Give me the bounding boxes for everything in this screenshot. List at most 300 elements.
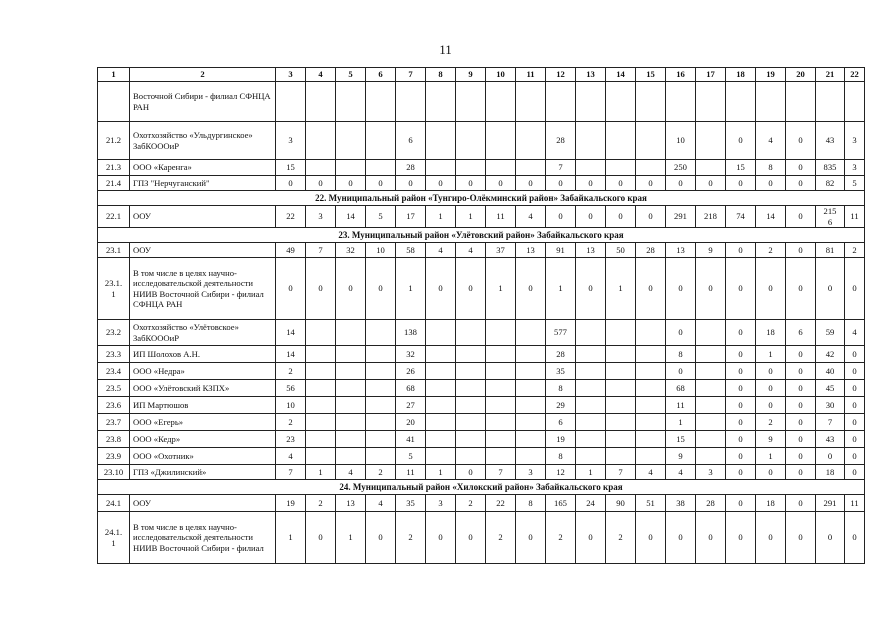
value-cell: 1 <box>486 258 516 320</box>
value-cell: 13 <box>576 243 606 258</box>
value-cell <box>306 320 336 346</box>
value-cell <box>456 448 486 465</box>
value-cell: 41 <box>396 431 426 448</box>
value-cell <box>696 448 726 465</box>
value-cell: 9 <box>696 243 726 258</box>
value-cell: 3 <box>845 160 865 176</box>
value-cell: 15 <box>726 160 756 176</box>
value-cell <box>366 431 396 448</box>
value-cell: 0 <box>786 397 816 414</box>
value-cell <box>696 380 726 397</box>
value-cell: 7 <box>606 465 636 480</box>
value-cell: 4 <box>456 243 486 258</box>
value-cell <box>486 320 516 346</box>
table-row <box>98 346 865 363</box>
value-cell <box>756 82 786 122</box>
value-cell: 2 <box>366 465 396 480</box>
value-cell <box>306 122 336 160</box>
value-cell: 250 <box>666 160 696 176</box>
value-cell <box>276 82 306 122</box>
table-row <box>98 397 865 414</box>
value-cell <box>486 82 516 122</box>
value-cell: 0 <box>726 320 756 346</box>
value-cell: 68 <box>666 380 696 397</box>
value-cell: 11 <box>845 206 865 228</box>
row-name-cell: ООО «Кедр» <box>130 431 276 448</box>
value-cell: 4 <box>276 448 306 465</box>
value-cell: 0 <box>845 465 865 480</box>
value-cell <box>636 380 666 397</box>
value-cell: 11 <box>396 465 426 480</box>
value-cell: 0 <box>366 258 396 320</box>
value-cell: 4 <box>366 495 396 512</box>
value-cell <box>576 448 606 465</box>
value-cell <box>486 363 516 380</box>
value-cell <box>426 380 456 397</box>
value-cell: 37 <box>486 243 516 258</box>
value-cell <box>606 380 636 397</box>
row-name-cell: ИП Мартюшов <box>130 397 276 414</box>
value-cell: 0 <box>786 465 816 480</box>
value-cell: 0 <box>845 397 865 414</box>
value-cell: 7 <box>306 243 336 258</box>
value-cell <box>516 122 546 160</box>
value-cell <box>666 82 696 122</box>
value-cell: 2 <box>276 414 306 431</box>
value-cell: 291 <box>816 495 845 512</box>
value-cell <box>576 320 606 346</box>
value-cell: 1 <box>666 414 696 431</box>
table-row <box>98 176 865 191</box>
value-cell: 27 <box>396 397 426 414</box>
column-header: 8 <box>426 68 456 82</box>
value-cell: 18 <box>756 495 786 512</box>
value-cell: 43 <box>816 431 845 448</box>
row-number-cell: 21.2 <box>98 122 130 160</box>
column-header: 5 <box>336 68 366 82</box>
value-cell <box>336 380 366 397</box>
value-cell: 0 <box>666 512 696 564</box>
value-cell <box>306 448 336 465</box>
value-cell: 0 <box>636 206 666 228</box>
value-cell <box>696 122 726 160</box>
value-cell <box>636 160 666 176</box>
value-cell <box>486 380 516 397</box>
value-cell: 0 <box>396 176 426 191</box>
value-cell: 0 <box>756 512 786 564</box>
value-cell: 42 <box>816 346 845 363</box>
value-cell: 0 <box>696 512 726 564</box>
value-cell: 1 <box>756 346 786 363</box>
table-row <box>98 512 865 564</box>
column-header: 7 <box>396 68 426 82</box>
row-name-cell: Охотхозяйство «Ульдургинское» ЗабКОООиР <box>130 122 276 160</box>
value-cell: 32 <box>396 346 426 363</box>
value-cell: 4 <box>636 465 666 480</box>
value-cell: 0 <box>726 431 756 448</box>
value-cell <box>366 82 396 122</box>
value-cell: 0 <box>546 176 576 191</box>
value-cell: 11 <box>845 495 865 512</box>
value-cell <box>636 82 666 122</box>
value-cell: 0 <box>726 122 756 160</box>
value-cell: 11 <box>666 397 696 414</box>
value-cell: 2 <box>456 495 486 512</box>
value-cell: 13 <box>336 495 366 512</box>
column-header: 10 <box>486 68 516 82</box>
value-cell <box>845 82 865 122</box>
value-cell: 35 <box>396 495 426 512</box>
value-cell: 56 <box>276 380 306 397</box>
value-cell <box>366 397 396 414</box>
column-header: 11 <box>516 68 546 82</box>
value-cell <box>396 82 426 122</box>
value-cell: 577 <box>546 320 576 346</box>
value-cell <box>366 122 396 160</box>
value-cell: 0 <box>696 258 726 320</box>
value-cell <box>336 431 366 448</box>
value-cell <box>456 380 486 397</box>
column-header: 12 <box>546 68 576 82</box>
value-cell <box>606 346 636 363</box>
value-cell: 0 <box>786 431 816 448</box>
value-cell <box>336 160 366 176</box>
value-cell <box>576 363 606 380</box>
page-number: 11 <box>439 42 452 57</box>
value-cell <box>306 160 336 176</box>
value-cell: 14 <box>336 206 366 228</box>
value-cell: 3 <box>426 495 456 512</box>
value-cell: 1 <box>576 465 606 480</box>
column-header: 6 <box>366 68 396 82</box>
value-cell: 0 <box>666 258 696 320</box>
value-cell: 0 <box>786 160 816 176</box>
value-cell: 6 <box>786 320 816 346</box>
value-cell <box>366 380 396 397</box>
value-cell <box>456 160 486 176</box>
row-number-cell: 23.4 <box>98 363 130 380</box>
value-cell: 2 <box>276 363 306 380</box>
value-cell: 0 <box>756 380 786 397</box>
value-cell: 0 <box>845 512 865 564</box>
value-cell: 24 <box>576 495 606 512</box>
value-cell <box>516 82 546 122</box>
value-cell: 291 <box>666 206 696 228</box>
column-header: 20 <box>786 68 816 82</box>
value-cell <box>606 448 636 465</box>
value-cell: 0 <box>516 258 546 320</box>
table-row <box>98 82 865 122</box>
value-cell: 2 <box>546 512 576 564</box>
row-name-cell: В том числе в целях научно-исследовательской деятельности НИИВ Восточной Сибири - филиал <box>130 512 276 564</box>
value-cell: 22 <box>276 206 306 228</box>
value-cell: 5 <box>396 448 426 465</box>
value-cell: 17 <box>396 206 426 228</box>
table-row <box>98 380 865 397</box>
value-cell <box>516 160 546 176</box>
value-cell <box>606 363 636 380</box>
value-cell: 0 <box>576 176 606 191</box>
data-table <box>97 67 865 564</box>
value-cell: 0 <box>845 346 865 363</box>
value-cell: 0 <box>366 176 396 191</box>
value-cell: 0 <box>816 512 845 564</box>
value-cell: 0 <box>816 448 845 465</box>
value-cell <box>336 346 366 363</box>
value-cell <box>336 414 366 431</box>
value-cell: 29 <box>546 397 576 414</box>
row-number-cell: 23.9 <box>98 448 130 465</box>
value-cell: 7 <box>816 414 845 431</box>
value-cell: 0 <box>606 176 636 191</box>
value-cell <box>636 431 666 448</box>
value-cell <box>366 346 396 363</box>
value-cell <box>456 346 486 363</box>
value-cell <box>696 363 726 380</box>
value-cell: 51 <box>636 495 666 512</box>
value-cell: 26 <box>396 363 426 380</box>
value-cell: 10 <box>666 122 696 160</box>
value-cell <box>456 320 486 346</box>
value-cell: 0 <box>276 258 306 320</box>
value-cell: 0 <box>786 346 816 363</box>
value-cell: 28 <box>636 243 666 258</box>
value-cell <box>366 160 396 176</box>
value-cell: 4 <box>845 320 865 346</box>
value-cell: 90 <box>606 495 636 512</box>
value-cell <box>426 431 456 448</box>
column-header: 16 <box>666 68 696 82</box>
value-cell <box>456 122 486 160</box>
value-cell <box>336 397 366 414</box>
value-cell <box>576 414 606 431</box>
value-cell <box>696 160 726 176</box>
value-cell <box>306 431 336 448</box>
table-row <box>98 258 865 320</box>
value-cell <box>426 160 456 176</box>
value-cell: 81 <box>816 243 845 258</box>
value-cell: 1 <box>606 258 636 320</box>
value-cell: 0 <box>366 512 396 564</box>
column-header: 13 <box>576 68 606 82</box>
value-cell: 0 <box>786 448 816 465</box>
value-cell: 8 <box>666 346 696 363</box>
row-number-cell: 21.3 <box>98 160 130 176</box>
row-number-cell: 24.1 <box>98 495 130 512</box>
value-cell: 15 <box>666 431 696 448</box>
value-cell: 4 <box>336 465 366 480</box>
value-cell <box>366 320 396 346</box>
value-cell <box>726 82 756 122</box>
row-number-cell: 23.2 <box>98 320 130 346</box>
column-header: 22 <box>845 68 865 82</box>
value-cell <box>636 122 666 160</box>
value-cell: 14 <box>276 320 306 346</box>
value-cell: 0 <box>606 206 636 228</box>
value-cell: 0 <box>726 346 756 363</box>
column-header: 1 <box>98 68 130 82</box>
value-cell: 835 <box>816 160 845 176</box>
row-number-cell: 23.7 <box>98 414 130 431</box>
value-cell: 0 <box>726 465 756 480</box>
value-cell <box>546 82 576 122</box>
value-cell: 0 <box>726 512 756 564</box>
value-cell: 0 <box>845 448 865 465</box>
table-row <box>98 243 865 258</box>
value-cell: 0 <box>756 363 786 380</box>
value-cell: 58 <box>396 243 426 258</box>
value-cell <box>456 414 486 431</box>
value-cell <box>306 414 336 431</box>
header-row <box>98 68 865 82</box>
value-cell: 6 <box>546 414 576 431</box>
value-cell: 0 <box>636 176 666 191</box>
value-cell <box>426 363 456 380</box>
value-cell <box>516 448 546 465</box>
value-cell <box>486 397 516 414</box>
value-cell: 0 <box>786 258 816 320</box>
value-cell: 18 <box>756 320 786 346</box>
value-cell <box>636 397 666 414</box>
column-header: 4 <box>306 68 336 82</box>
value-cell: 0 <box>636 512 666 564</box>
value-cell: 19 <box>546 431 576 448</box>
value-cell: 43 <box>816 122 845 160</box>
value-cell: 0 <box>816 258 845 320</box>
value-cell <box>606 160 636 176</box>
value-cell: 0 <box>786 122 816 160</box>
value-cell <box>366 414 396 431</box>
table-row <box>98 495 865 512</box>
value-cell <box>636 346 666 363</box>
section-heading-row <box>98 480 865 495</box>
value-cell <box>516 397 546 414</box>
row-name-cell: Охотхозяйство «Улётовское» ЗабКОООиР <box>130 320 276 346</box>
row-number-cell: 21.4 <box>98 176 130 191</box>
value-cell: 0 <box>276 176 306 191</box>
value-cell: 1 <box>546 258 576 320</box>
value-cell: 13 <box>666 243 696 258</box>
value-cell <box>696 82 726 122</box>
value-cell: 12 <box>546 465 576 480</box>
value-cell: 38 <box>666 495 696 512</box>
table-row <box>98 122 865 160</box>
row-number-cell: 23.1 <box>98 243 130 258</box>
value-cell: 1 <box>396 258 426 320</box>
value-cell: 74 <box>726 206 756 228</box>
row-name-cell: Восточной Сибири - филиал СФНЦА РАН <box>130 82 276 122</box>
value-cell: 0 <box>786 243 816 258</box>
value-cell: 2 <box>396 512 426 564</box>
row-name-cell: ООО «Егерь» <box>130 414 276 431</box>
value-cell: 0 <box>726 176 756 191</box>
value-cell: 8 <box>756 160 786 176</box>
value-cell <box>366 448 396 465</box>
value-cell <box>636 363 666 380</box>
value-cell: 32 <box>336 243 366 258</box>
value-cell: 215 6 <box>816 206 845 228</box>
value-cell: 14 <box>756 206 786 228</box>
column-header: 2 <box>130 68 276 82</box>
value-cell <box>576 82 606 122</box>
row-name-cell: ГПЗ "Нерчуганский" <box>130 176 276 191</box>
value-cell: 0 <box>666 363 696 380</box>
value-cell <box>306 363 336 380</box>
value-cell: 13 <box>516 243 546 258</box>
value-cell: 8 <box>546 448 576 465</box>
value-cell: 45 <box>816 380 845 397</box>
value-cell: 2 <box>306 495 336 512</box>
value-cell <box>576 122 606 160</box>
value-cell: 1 <box>276 512 306 564</box>
value-cell: 2 <box>845 243 865 258</box>
value-cell: 68 <box>396 380 426 397</box>
value-cell: 0 <box>756 176 786 191</box>
value-cell: 8 <box>546 380 576 397</box>
value-cell <box>426 320 456 346</box>
section-heading-row <box>98 228 865 243</box>
value-cell <box>786 82 816 122</box>
value-cell <box>576 346 606 363</box>
value-cell: 35 <box>546 363 576 380</box>
value-cell <box>696 346 726 363</box>
value-cell: 9 <box>666 448 696 465</box>
value-cell: 0 <box>486 176 516 191</box>
value-cell: 0 <box>306 176 336 191</box>
column-header: 14 <box>606 68 636 82</box>
column-header: 19 <box>756 68 786 82</box>
value-cell: 0 <box>726 243 756 258</box>
value-cell <box>306 380 336 397</box>
value-cell <box>426 346 456 363</box>
value-cell: 0 <box>845 431 865 448</box>
value-cell: 0 <box>306 512 336 564</box>
value-cell <box>516 346 546 363</box>
value-cell: 2 <box>486 512 516 564</box>
column-header: 9 <box>456 68 486 82</box>
row-number-cell: 24.1. 1 <box>98 512 130 564</box>
value-cell: 0 <box>786 414 816 431</box>
table-row <box>98 320 865 346</box>
table-body <box>98 68 865 564</box>
value-cell <box>486 414 516 431</box>
value-cell: 0 <box>726 414 756 431</box>
column-header: 21 <box>816 68 845 82</box>
value-cell: 0 <box>456 512 486 564</box>
value-cell: 0 <box>786 380 816 397</box>
value-cell <box>516 380 546 397</box>
row-number-cell: 23.1. 1 <box>98 258 130 320</box>
value-cell: 0 <box>666 320 696 346</box>
value-cell <box>426 397 456 414</box>
value-cell <box>486 160 516 176</box>
value-cell <box>486 122 516 160</box>
value-cell <box>636 414 666 431</box>
value-cell: 3 <box>845 122 865 160</box>
row-number-cell: 23.6 <box>98 397 130 414</box>
row-name-cell: ООУ <box>130 206 276 228</box>
value-cell: 2 <box>756 243 786 258</box>
value-cell: 2 <box>756 414 786 431</box>
column-header: 17 <box>696 68 726 82</box>
value-cell: 28 <box>696 495 726 512</box>
value-cell: 0 <box>786 495 816 512</box>
value-cell: 7 <box>546 160 576 176</box>
value-cell: 0 <box>426 258 456 320</box>
table-row <box>98 431 865 448</box>
value-cell: 0 <box>456 176 486 191</box>
table-row <box>98 465 865 480</box>
